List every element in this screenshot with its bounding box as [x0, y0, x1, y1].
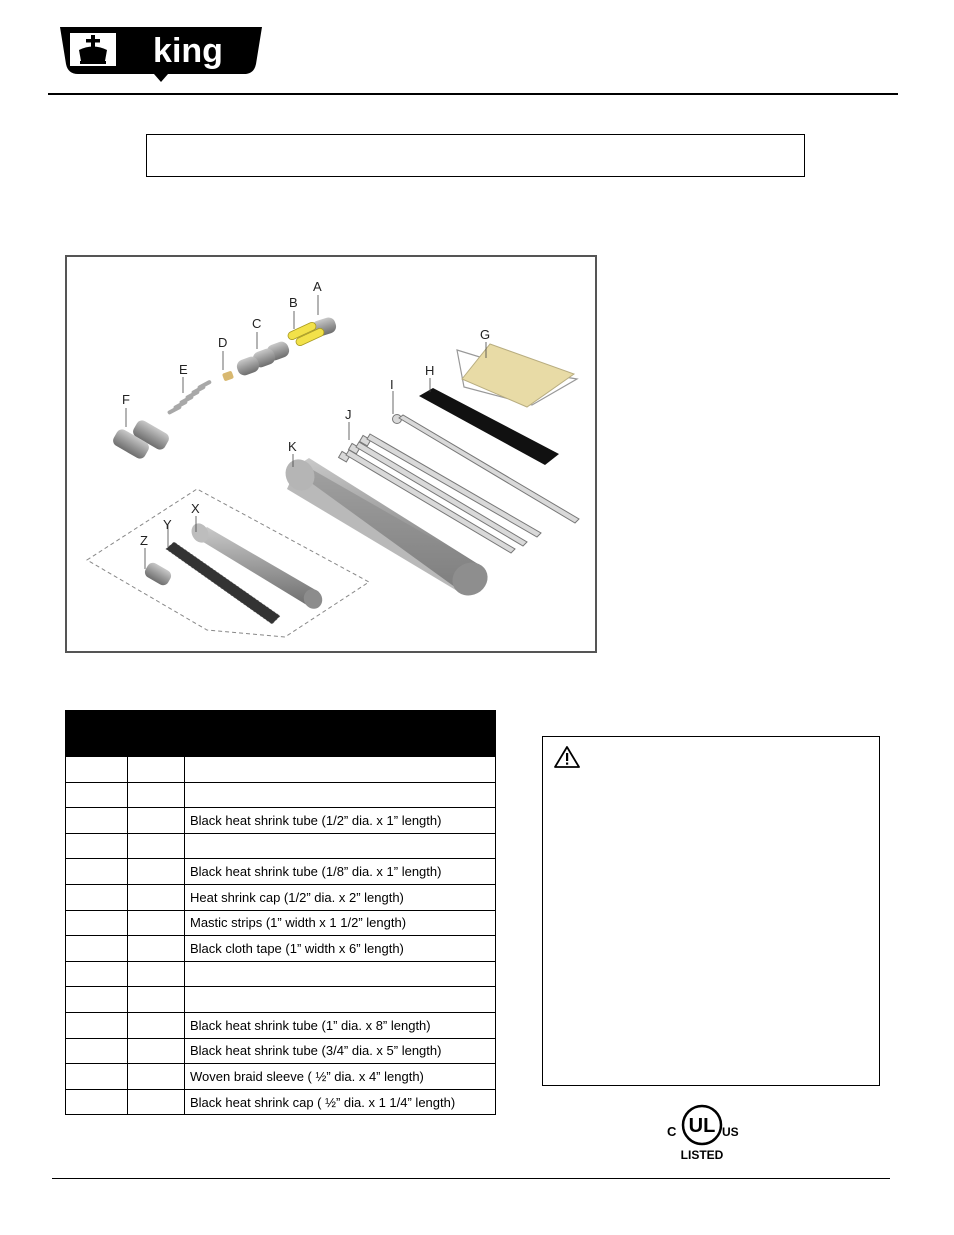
ul-center: UL — [688, 1115, 716, 1137]
part-description: Black heat shrink tube (1/2” dia. x 1” length) — [185, 808, 496, 834]
callout-x: X — [191, 501, 200, 516]
parts-table — [65, 710, 496, 1115]
table-row — [66, 936, 496, 962]
part-description: Black heat shrink tube (3/4” dia. x 5” length) — [185, 1038, 496, 1064]
callout-a: A — [313, 279, 322, 294]
part-c-tubes — [235, 340, 291, 378]
callout-c: C — [252, 316, 262, 331]
table-row — [66, 808, 496, 834]
part-y-braid-sleeve — [166, 542, 280, 624]
part-description: Woven braid sleeve ( ½” dia. x 4” length) — [185, 1064, 496, 1090]
callout-z: Z — [140, 533, 148, 548]
part-z-cap — [143, 561, 174, 588]
callout-i: I — [390, 377, 394, 392]
ul-listed: LISTED — [680, 1148, 724, 1162]
part-description: Black heat shrink tube (1/8” dia. x 1” length) — [185, 859, 496, 885]
table-row — [66, 1064, 496, 1090]
part-description: Mastic strips (1” width x 1 1/2” length) — [185, 910, 496, 936]
table-row — [66, 1089, 496, 1115]
callout-f: F — [122, 392, 130, 407]
footer-rule — [52, 1178, 890, 1179]
callout-y: Y — [163, 517, 172, 532]
callout-h: H — [425, 363, 435, 378]
logo-text: king — [153, 32, 223, 70]
table-row — [66, 987, 496, 1013]
title-box — [146, 134, 805, 177]
table-row — [66, 1012, 496, 1038]
part-description: Heat shrink cap (1/2” dia. x 2” length) — [185, 884, 496, 910]
warning-box — [542, 736, 880, 1086]
table-row — [66, 782, 496, 808]
part-e-pins — [167, 379, 212, 415]
part-description — [185, 961, 496, 987]
table-row — [66, 757, 496, 783]
table-row — [66, 1038, 496, 1064]
header-cell — [128, 711, 185, 757]
part-d-connector — [222, 371, 234, 382]
part-description — [185, 782, 496, 808]
warning-triangle-icon — [553, 745, 581, 769]
part-description — [185, 987, 496, 1013]
table-row — [66, 910, 496, 936]
part-description: Black heat shrink cap ( ½” dia. x 1 1/4” length) — [185, 1089, 496, 1115]
ul-listed-mark — [664, 1102, 740, 1164]
part-description — [185, 833, 496, 859]
part-description: Black cloth tape (1” width x 6” length) — [185, 936, 496, 962]
table-row — [66, 884, 496, 910]
callout-d: D — [218, 335, 228, 350]
table-row — [66, 859, 496, 885]
callout-k: K — [288, 439, 297, 454]
header-cell — [185, 711, 496, 757]
part-f-caps — [111, 418, 171, 461]
parts-table-header — [66, 711, 496, 757]
part-g-mastic-pad — [457, 344, 577, 407]
table-row — [66, 833, 496, 859]
ul-us: US — [722, 1125, 739, 1139]
header-rule — [48, 93, 898, 95]
header-cell — [66, 711, 128, 757]
ul-c: C — [667, 1124, 677, 1139]
parts-figure — [65, 255, 597, 653]
part-description: Black heat shrink tube (1” dia. x 8” length) — [185, 1012, 496, 1038]
king-logo — [58, 24, 264, 84]
part-description — [185, 757, 496, 783]
callout-g: G — [480, 327, 491, 342]
callout-b: B — [289, 295, 298, 310]
callout-j: J — [345, 407, 352, 422]
table-row — [66, 961, 496, 987]
callout-e: E — [179, 362, 188, 377]
